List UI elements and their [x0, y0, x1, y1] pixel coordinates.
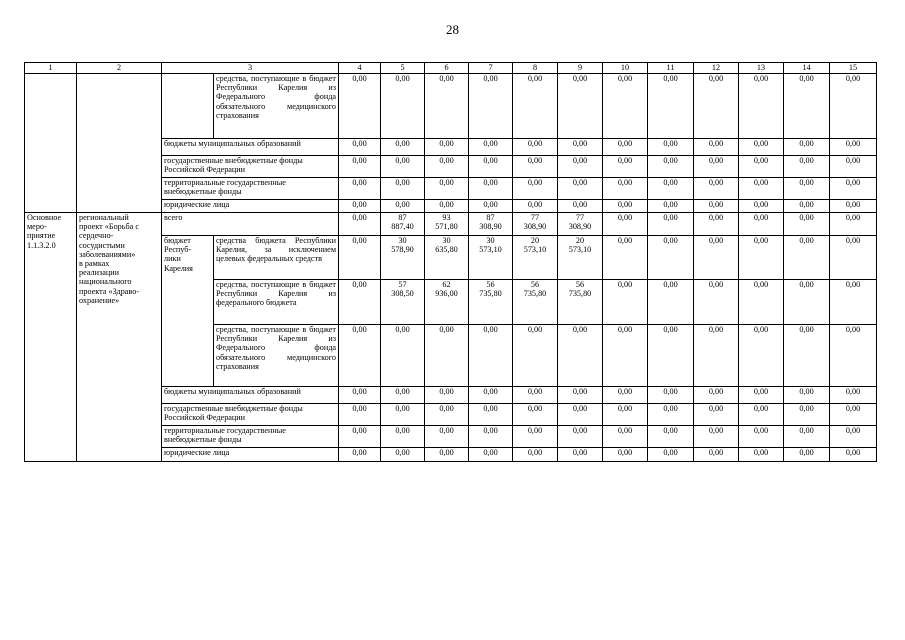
value-cell: 0,00 — [558, 178, 603, 200]
value-cell: 0,00 — [830, 404, 877, 426]
value-cell: 0,00 — [381, 404, 425, 426]
value-cell: 0,00 — [694, 213, 739, 236]
value-cell: 0,00 — [603, 280, 648, 325]
value-cell: 0,00 — [558, 139, 603, 156]
value-cell: 0,00 — [603, 236, 648, 280]
value-cell: 0,00 — [513, 74, 558, 139]
value-cell: 0,00 — [469, 178, 513, 200]
value-cell: 0,00 — [784, 213, 830, 236]
value-cell: 0,00 — [830, 426, 877, 448]
value-cell: 0,00 — [648, 426, 694, 448]
value-cell: 0,00 — [830, 74, 877, 139]
value-cell: 0,00 — [469, 74, 513, 139]
table-row — [25, 74, 877, 139]
value-cell: 56 735,80 — [558, 280, 603, 325]
row-label: средства, поступающие в бюджет Республики Карелия из Федерального фонда обязательного медицинского страхования — [214, 325, 339, 387]
value-cell: 20 573,10 — [513, 236, 558, 280]
value-cell: 30 578,90 — [381, 236, 425, 280]
value-cell: 0,00 — [469, 404, 513, 426]
row-label: средства бюджета Республики Карелия, за исключением целевых федеральных средств — [214, 236, 339, 280]
value-cell: 0,00 — [648, 280, 694, 325]
row-label: территориальные государственные внебюджетные фонды — [162, 178, 339, 200]
value-cell: 0,00 — [830, 387, 877, 404]
value-cell: 0,00 — [694, 404, 739, 426]
empty-cell — [77, 74, 162, 213]
value-cell: 0,00 — [739, 156, 784, 178]
value-cell: 0,00 — [339, 74, 381, 139]
value-cell: 0,00 — [739, 387, 784, 404]
value-cell: 0,00 — [339, 213, 381, 236]
value-cell: 0,00 — [648, 325, 694, 387]
value-cell: 0,00 — [784, 426, 830, 448]
value-cell: 0,00 — [603, 325, 648, 387]
header-cell: 3 — [162, 63, 339, 74]
value-cell: 57 308,50 — [381, 280, 425, 325]
value-cell: 0,00 — [784, 139, 830, 156]
value-cell: 0,00 — [603, 426, 648, 448]
value-cell: 0,00 — [648, 448, 694, 462]
value-cell: 0,00 — [558, 387, 603, 404]
value-cell: 0,00 — [425, 448, 469, 462]
value-cell: 0,00 — [425, 387, 469, 404]
empty-cell — [162, 74, 214, 139]
row-label: юридические лица — [162, 200, 339, 213]
value-cell: 0,00 — [469, 139, 513, 156]
value-cell: 0,00 — [739, 139, 784, 156]
value-cell: 0,00 — [694, 178, 739, 200]
value-cell: 0,00 — [339, 178, 381, 200]
value-cell: 0,00 — [513, 426, 558, 448]
value-cell: 0,00 — [425, 404, 469, 426]
header-cell: 5 — [381, 63, 425, 74]
project-name-cell: региональный проект «Борьба с сердечно- сосудистыми заболеваниями» в рамках реализации национального проекта «Здраво- охранение» — [77, 213, 162, 462]
header-cell: 15 — [830, 63, 877, 74]
value-cell: 0,00 — [381, 74, 425, 139]
value-cell: 0,00 — [739, 74, 784, 139]
value-cell: 0,00 — [513, 387, 558, 404]
value-cell: 0,00 — [425, 139, 469, 156]
value-cell: 56 735,80 — [513, 280, 558, 325]
value-cell: 0,00 — [603, 213, 648, 236]
value-cell: 0,00 — [469, 156, 513, 178]
row-label: всего — [162, 213, 339, 236]
table-row — [25, 213, 877, 236]
value-cell: 0,00 — [339, 448, 381, 462]
value-cell: 20 573,10 — [558, 236, 603, 280]
value-cell: 0,00 — [603, 139, 648, 156]
header-row — [25, 63, 877, 74]
value-cell: 0,00 — [469, 426, 513, 448]
value-cell: 0,00 — [339, 156, 381, 178]
value-cell: 0,00 — [513, 200, 558, 213]
value-cell: 0,00 — [739, 236, 784, 280]
value-cell: 0,00 — [513, 156, 558, 178]
row-label: государственные внебюджетные фонды Российской Федерации — [162, 156, 339, 178]
value-cell: 0,00 — [694, 236, 739, 280]
value-cell: 0,00 — [603, 200, 648, 213]
value-cell: 0,00 — [784, 280, 830, 325]
value-cell: 0,00 — [648, 200, 694, 213]
value-cell: 0,00 — [739, 448, 784, 462]
header-cell: 14 — [784, 63, 830, 74]
value-cell: 0,00 — [381, 178, 425, 200]
value-cell: 0,00 — [830, 236, 877, 280]
value-cell: 0,00 — [558, 404, 603, 426]
value-cell: 0,00 — [513, 448, 558, 462]
header-cell: 8 — [513, 63, 558, 74]
value-cell: 0,00 — [830, 156, 877, 178]
value-cell: 0,00 — [694, 74, 739, 139]
value-cell: 0,00 — [784, 448, 830, 462]
header-cell: 11 — [648, 63, 694, 74]
value-cell: 0,00 — [603, 156, 648, 178]
value-cell: 0,00 — [694, 448, 739, 462]
row-label: средства, поступающие в бюджет Республики Карелия из федерального бюджета — [214, 280, 339, 325]
header-cell: 9 — [558, 63, 603, 74]
value-cell: 0,00 — [830, 178, 877, 200]
value-cell: 0,00 — [381, 387, 425, 404]
header-cell: 7 — [469, 63, 513, 74]
value-cell: 0,00 — [339, 139, 381, 156]
value-cell: 93 571,80 — [425, 213, 469, 236]
row-label: государственные внебюджетные фонды Российской Федерации — [162, 404, 339, 426]
value-cell: 0,00 — [558, 74, 603, 139]
value-cell: 0,00 — [739, 280, 784, 325]
value-cell: 0,00 — [830, 139, 877, 156]
value-cell: 0,00 — [469, 200, 513, 213]
value-cell: 0,00 — [784, 200, 830, 213]
row-label: бюджеты муниципальных образований — [162, 139, 339, 156]
value-cell: 0,00 — [648, 156, 694, 178]
value-cell: 0,00 — [425, 74, 469, 139]
row-label: территориальные государственные внебюджетные фонды — [162, 426, 339, 448]
value-cell: 0,00 — [603, 387, 648, 404]
value-cell: 0,00 — [603, 178, 648, 200]
value-cell: 0,00 — [513, 404, 558, 426]
value-cell: 0,00 — [830, 448, 877, 462]
header-cell: 12 — [694, 63, 739, 74]
value-cell: 0,00 — [830, 280, 877, 325]
value-cell: 0,00 — [739, 325, 784, 387]
value-cell: 0,00 — [339, 426, 381, 448]
value-cell: 0,00 — [739, 426, 784, 448]
value-cell: 0,00 — [425, 426, 469, 448]
value-cell: 0,00 — [603, 404, 648, 426]
value-cell: 0,00 — [469, 448, 513, 462]
value-cell: 0,00 — [425, 178, 469, 200]
value-cell: 0,00 — [739, 178, 784, 200]
value-cell: 0,00 — [381, 426, 425, 448]
value-cell: 77 308,90 — [513, 213, 558, 236]
page-number: 28 — [446, 22, 459, 37]
value-cell: 0,00 — [381, 200, 425, 213]
value-cell: 0,00 — [603, 74, 648, 139]
value-cell: 77 308,90 — [558, 213, 603, 236]
value-cell: 0,00 — [648, 404, 694, 426]
value-cell: 0,00 — [739, 404, 784, 426]
value-cell: 0,00 — [339, 404, 381, 426]
header-cell: 4 — [339, 63, 381, 74]
value-cell: 0,00 — [339, 325, 381, 387]
value-cell: 0,00 — [694, 156, 739, 178]
value-cell: 0,00 — [425, 156, 469, 178]
budget-rk-cell: бюджет Респуб- лики Карелия — [162, 236, 214, 387]
value-cell: 0,00 — [784, 74, 830, 139]
value-cell: 0,00 — [694, 426, 739, 448]
value-cell: 0,00 — [469, 325, 513, 387]
value-cell: 87 308,90 — [469, 213, 513, 236]
main-event-cell: Основное меро- приятие 1.1.3.2.0 — [25, 213, 77, 462]
value-cell: 0,00 — [694, 325, 739, 387]
header-cell: 1 — [25, 63, 77, 74]
value-cell: 30 573,10 — [469, 236, 513, 280]
value-cell: 0,00 — [694, 387, 739, 404]
value-cell: 0,00 — [603, 448, 648, 462]
value-cell: 0,00 — [558, 200, 603, 213]
value-cell: 0,00 — [784, 404, 830, 426]
value-cell: 0,00 — [558, 448, 603, 462]
value-cell: 0,00 — [513, 325, 558, 387]
value-cell: 0,00 — [339, 387, 381, 404]
value-cell: 0,00 — [694, 280, 739, 325]
value-cell: 0,00 — [648, 236, 694, 280]
value-cell: 0,00 — [513, 178, 558, 200]
value-cell: 0,00 — [648, 178, 694, 200]
budget-table — [24, 62, 877, 462]
value-cell: 0,00 — [694, 139, 739, 156]
header-cell: 2 — [77, 63, 162, 74]
value-cell: 0,00 — [830, 200, 877, 213]
value-cell: 0,00 — [558, 156, 603, 178]
value-cell: 0,00 — [339, 280, 381, 325]
value-cell: 0,00 — [513, 139, 558, 156]
value-cell: 30 635,80 — [425, 236, 469, 280]
value-cell: 0,00 — [381, 156, 425, 178]
value-cell: 87 887,40 — [381, 213, 425, 236]
value-cell: 0,00 — [648, 74, 694, 139]
value-cell: 0,00 — [558, 325, 603, 387]
value-cell: 0,00 — [648, 139, 694, 156]
value-cell: 0,00 — [784, 236, 830, 280]
value-cell: 0,00 — [784, 325, 830, 387]
value-cell: 0,00 — [558, 426, 603, 448]
value-cell: 0,00 — [381, 139, 425, 156]
value-cell: 0,00 — [648, 213, 694, 236]
value-cell: 0,00 — [469, 387, 513, 404]
value-cell: 0,00 — [425, 200, 469, 213]
value-cell: 0,00 — [425, 325, 469, 387]
value-cell: 62 936,00 — [425, 280, 469, 325]
value-cell: 0,00 — [830, 325, 877, 387]
value-cell: 0,00 — [381, 325, 425, 387]
value-cell: 0,00 — [739, 200, 784, 213]
row-label: бюджеты муниципальных образований — [162, 387, 339, 404]
header-cell: 13 — [739, 63, 784, 74]
value-cell: 0,00 — [694, 200, 739, 213]
value-cell: 0,00 — [339, 236, 381, 280]
value-cell: 0,00 — [339, 200, 381, 213]
value-cell: 0,00 — [739, 213, 784, 236]
row-label: средства, поступающие в бюджет Республики Карелия из Федерального фонда обязательного медицинского страхования — [214, 74, 339, 139]
value-cell: 56 735,80 — [469, 280, 513, 325]
header-cell: 10 — [603, 63, 648, 74]
value-cell: 0,00 — [784, 156, 830, 178]
value-cell: 0,00 — [648, 387, 694, 404]
value-cell: 0,00 — [784, 178, 830, 200]
value-cell: 0,00 — [784, 387, 830, 404]
value-cell: 0,00 — [830, 213, 877, 236]
header-cell: 6 — [425, 63, 469, 74]
value-cell: 0,00 — [381, 448, 425, 462]
empty-cell — [25, 74, 77, 213]
row-label: юридические лица — [162, 448, 339, 462]
